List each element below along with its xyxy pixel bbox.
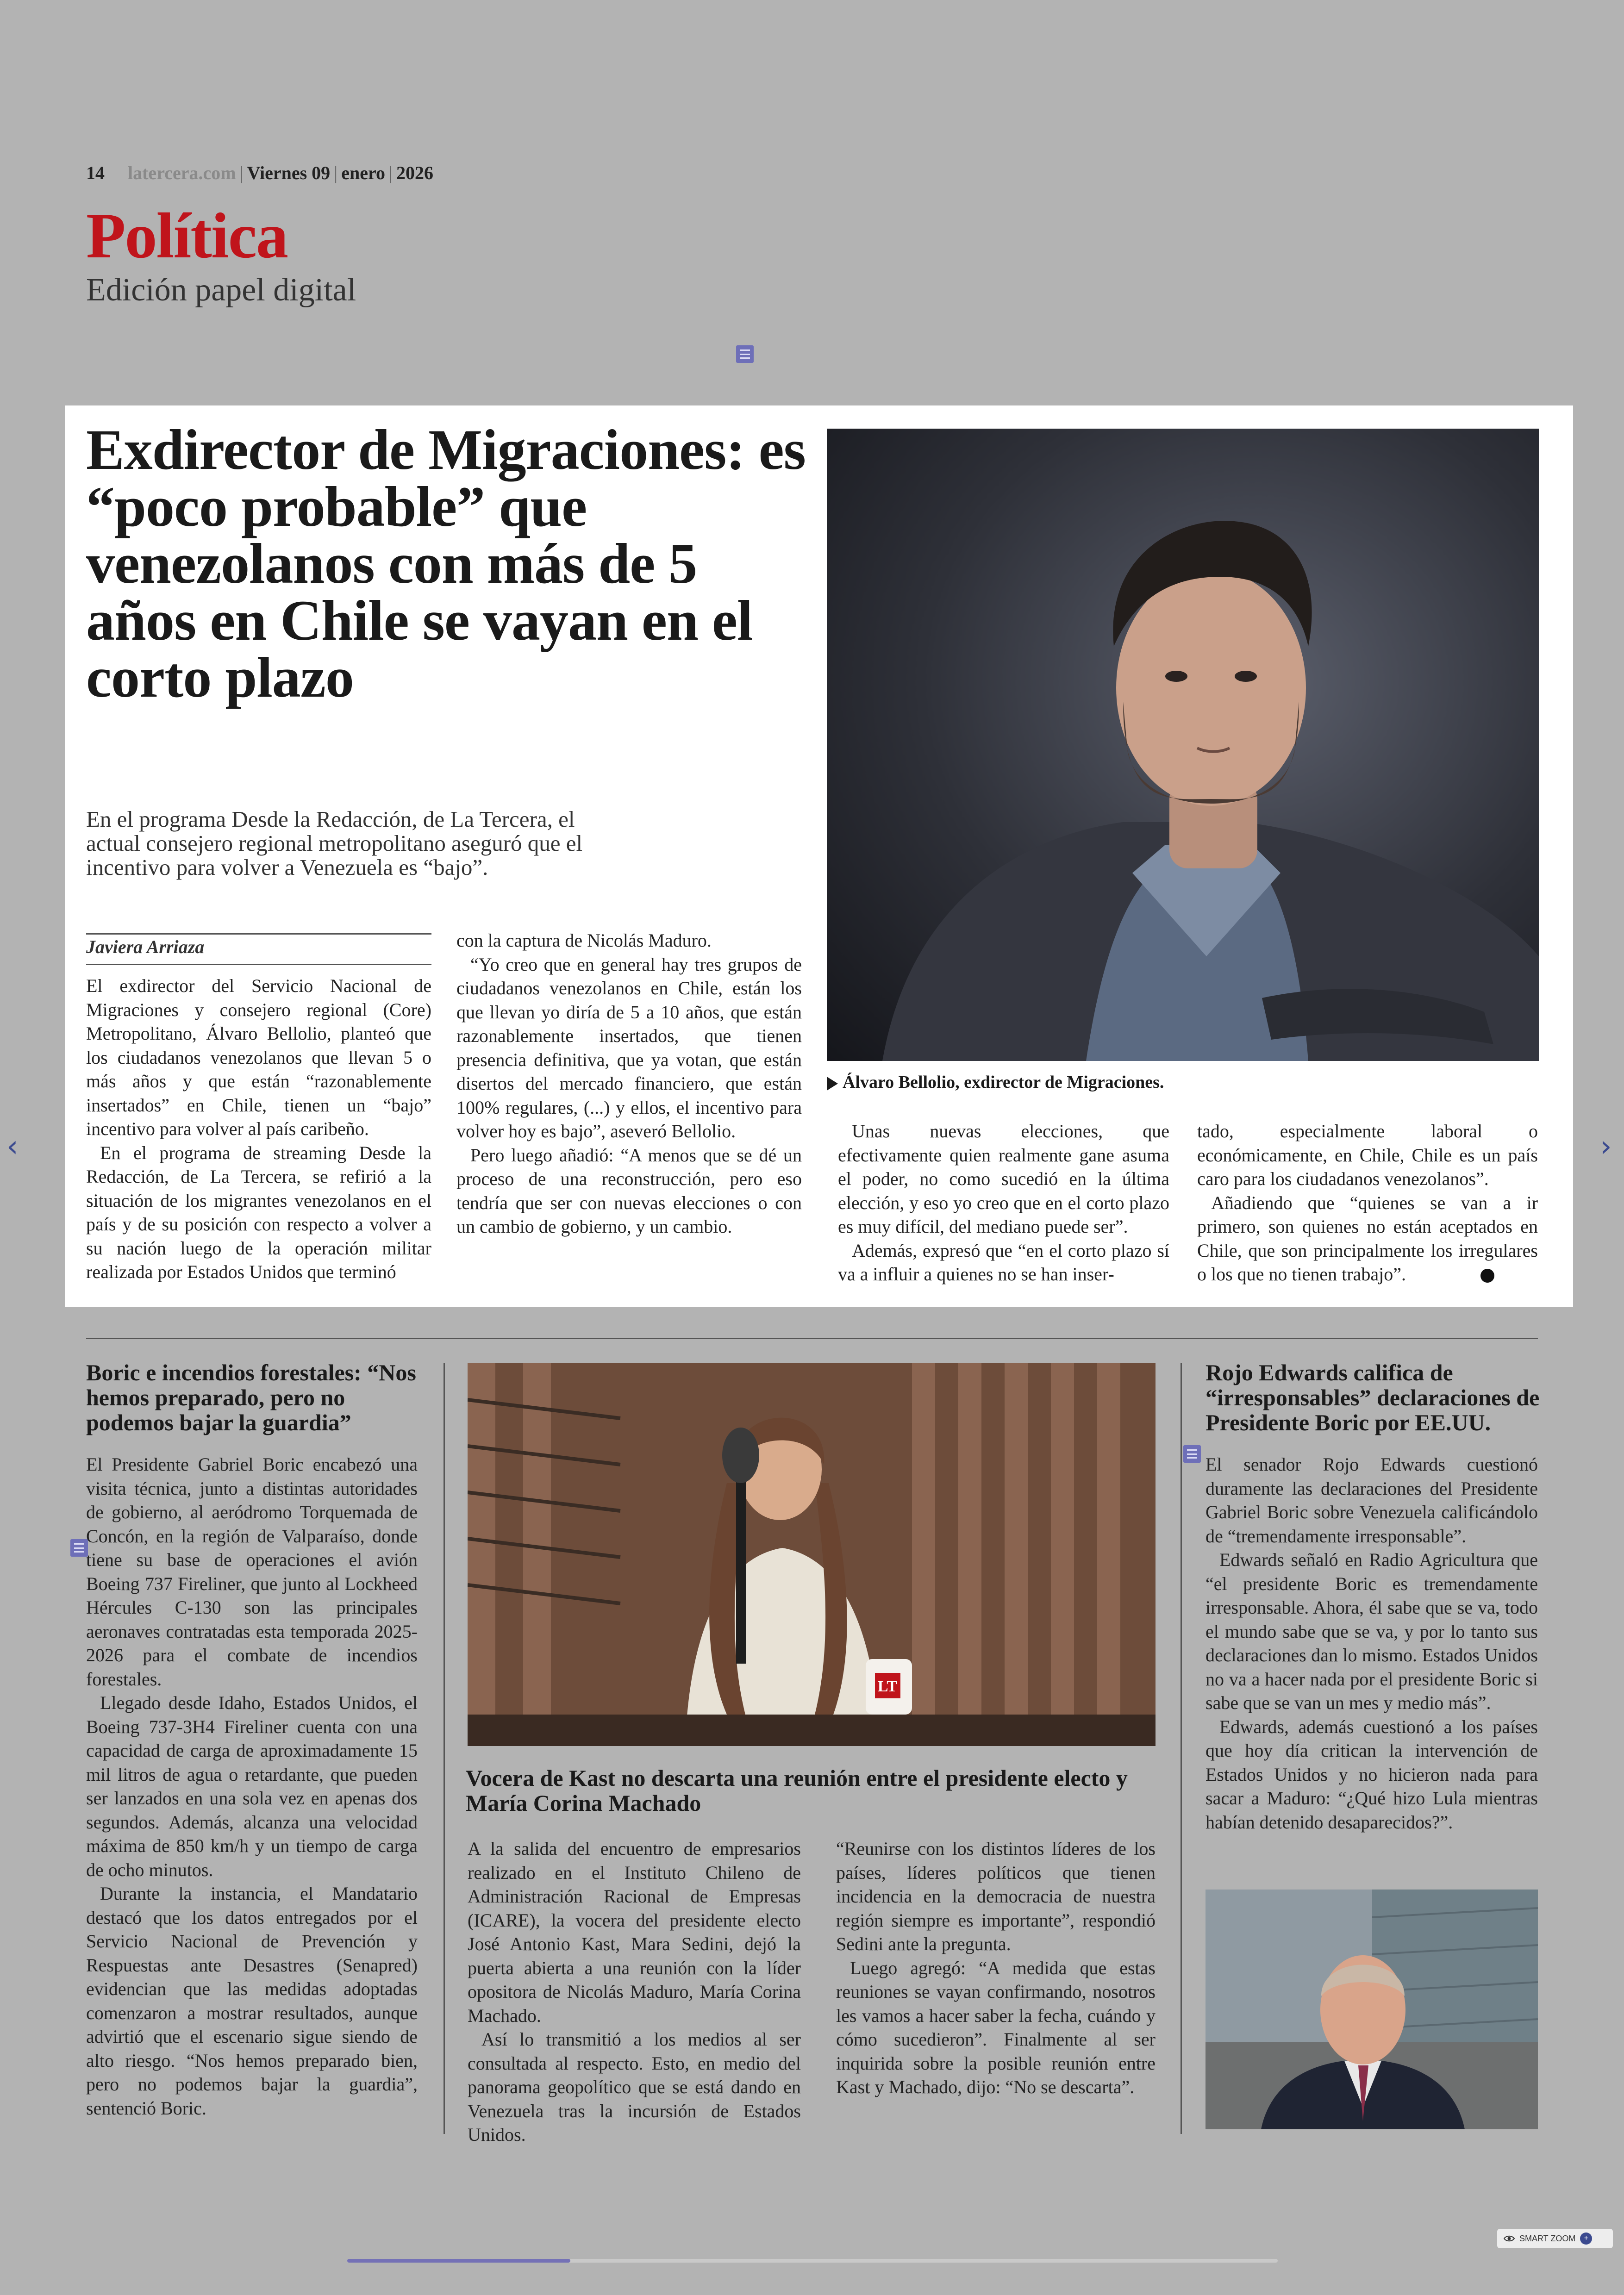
paragraph: Así lo transmitió a los medios al ser consultada al respecto. Esto, en medio del panorama geopolítico que se está dando en Venezuela tras la incursión de Estados Unidos.: [468, 2029, 801, 2145]
zoom-plus-icon: +: [1580, 2233, 1592, 2245]
mug-logo-text: LT: [877, 1678, 898, 1695]
senator-photo: [1206, 1890, 1538, 2129]
paragraph: Edwards señaló en Radio Agricultura que “el presidente Boric es tremendamente irresponsable. Ahora, él sabe que se va, todo el mundo sabe que se va, y por lo tanto sus declaraciones dan lo mismo. Estados Unidos no va a hacer nada por el presidente Boric si sabe que se van un mes y medio más”.: [1206, 1549, 1538, 1713]
portrait-illustration: [827, 429, 1539, 1061]
byline-divider: [86, 964, 431, 965]
note-icon[interactable]: [736, 345, 754, 363]
story-left-title: Boric e incendios forestales: “Nos hemos preparado, pero no podemos bajar la guardia”: [86, 1360, 416, 1435]
chevron-left-icon[interactable]: ‹: [6, 1129, 19, 1164]
eye-icon: [1504, 2235, 1515, 2242]
paragraph: Unas nuevas elecciones, que efectivamente quien realmente gane asuma el poder, no como sucedió en la última elección, y eso yo creo que en el corto plazo es muy difícil, del mediano puede ser”.: [838, 1121, 1169, 1237]
main-headline: Exdirector de Migraciones: es “poco probable” que venezolanos con más de 5 años en Chile se vayan en el corto plazo: [86, 418, 806, 709]
paragraph: A la salida del encuentro de empresarios realizado en el Instituto Chileno de Administración Racional de Empresas (ICARE), la vocera del presidente electo José Antonio Kast, Mara Sedini, dejó la puerta abierta a una reunión con la líder opositora de Nicolás Maduro, María Corina Machado.: [468, 1838, 801, 2026]
page-progress-thumb[interactable]: [347, 2259, 570, 2263]
photo-caption: Álvaro Bellolio, exdirector de Migraciones.: [827, 1072, 1164, 1092]
paragraph: El senador Rojo Edwards cuestionó duramente las declaraciones del Presidente Gabriel Boric sobre Venezuela calificándolo de “tremendamente irresponsable”.: [1206, 1454, 1538, 1547]
main-column-4: [1197, 1119, 1538, 1286]
paragraph: tado, especialmente laboral o económicamente, en Chile, Chile es un país caro para los ciudadanos venezolanos”.: [1197, 1121, 1538, 1189]
chevron-right-icon[interactable]: ›: [1600, 1129, 1612, 1164]
column-divider: [1181, 1363, 1182, 2134]
main-lede: En el programa Desde la Redacción, de La Tercera, el actual consejero regional metropolitano aseguró que el incentivo para volver a Venezuela es “bajo”.: [86, 806, 583, 880]
main-column-3: [838, 1119, 1169, 1286]
site-name: latercera.com: [128, 162, 236, 183]
studio-illustration: [468, 1363, 1156, 1746]
spokesperson-photo: [468, 1363, 1156, 1746]
caption-arrow-icon: [827, 1077, 838, 1091]
date-year: 2026: [396, 162, 433, 183]
smart-zoom-button[interactable]: [1497, 2229, 1613, 2248]
date-month: enero: [341, 162, 385, 183]
end-of-article-icon: [1480, 1269, 1494, 1283]
story-center-title: Vocera de Kast no descarta una reunión entre el presidente electo y María Corina Machado: [466, 1765, 1128, 1816]
page-header: 14 latercera.com | Viernes 09 | enero | 2026: [86, 162, 433, 183]
story-center-column-1: [468, 1837, 801, 2147]
paragraph: “Yo creo que en general hay tres grupos de ciudadanos venezolanos en Chile, están los que llevan yo diría de 5 a 10 años, que están razonablemente insertados, que tienen presencia definitiva, que ya votan, que están disertos del mercado financiero, que están 100% regulares, (...) y ellos, el incentivo para volver hoy es bajo”, aseveró Bellolio.: [456, 954, 802, 1141]
main-column-2: [456, 929, 802, 1239]
paragraph: “Reunirse con los distintos líderes de los países, líderes políticos que tienen incidencia en la democracia de nuestra región siempre es importante”, respondió Sedini ante la pregunta.: [836, 1838, 1156, 1954]
paragraph: Durante la instancia, el Mandatario destacó que los datos entregados por el Servicio Nacional de Prevención y Respuestas ante Desastres (Senapred) evidencian que las medidas adoptadas comenzaron a mostrar resultados, aunque advirtió que el escenario sigue siendo de alto riesgo. “Nos hemos preparado bien, pero no podemos bajar la guardia”, sentenció Boric.: [86, 1883, 418, 2119]
paragraph: En el programa de streaming Desde la Redacción, de La Tercera, se refirió a la situación de los migrantes venezolanos en el país y de su posición con respecto a volver a su nación luego de la operación militar realizada por Estados Unidos que terminó: [86, 1142, 431, 1282]
paragraph: Luego agregó: “A medida que estas reuniones se vayan confirmando, nosotros les vamos a hacer saber la fecha, cuándo y cómo sucedieron”. Finalmente al ser inquirida sobre la posible reunión entre Kast y Machado, dijo: “No se descarta”.: [836, 1957, 1156, 2097]
story-right-body: [1206, 1453, 1538, 1834]
paragraph: Añadiendo que “quienes se van a ir primero, son quienes no están aceptados en Chile, que son principalmente los irregulares o los que no tienen trabajo”.: [1197, 1192, 1538, 1285]
story-left-body: [86, 1453, 418, 2120]
date-day: Viernes 09: [247, 162, 331, 183]
paragraph: El Presidente Gabriel Boric encabezó una visita técnica, junto a distintas autoridades de gobierno, al aeródromo Torquemada de Concón, en la región de Valparaíso, donde tiene su base de operaciones el avión Boeing 737 Fireliner, que junto al Lockheed Hércules C-130 son las principales aeronaves contratadas esta temporada 2025-2026 para el combate de incendios forestales.: [86, 1454, 418, 1690]
byline: Javiera Arriaza: [86, 936, 205, 957]
section-divider: [86, 1338, 1538, 1339]
story-center-column-2: [836, 1837, 1156, 2099]
section-title: Política: [86, 200, 287, 272]
paragraph: Llegado desde Idaho, Estados Unidos, el Boeing 737-3H4 Fireliner cuenta con una capacidad de carga de aproximadamente 15 mil litros de agua o retardante, que pueden ser lanzados en una sola vez en apenas dos segundos. Además, alcanza una velocidad máxima de 850 km/h y un tiempo de carga de ocho minutos.: [86, 1692, 418, 1880]
paragraph: Además, expresó que “en el corto plazo sí va a influir a quienes no se han inser-: [838, 1240, 1169, 1285]
column-divider: [443, 1363, 445, 2134]
page-number: 14: [86, 162, 105, 183]
paragraph: El exdirector del Servicio Nacional de Migraciones y consejero regional (Core) Metropolitano, Álvaro Bellolio, planteó que los ciudadanos venezolanos que llevan 5 o más años y que están “razonablemente insertados” en Chile, tienen un “bajo” incentivo para volver al país caribeño.: [86, 975, 431, 1139]
story-right-title: Rojo Edwards califica de “irresponsables” declaraciones de Presidente Boric por EE.UU.: [1206, 1360, 1540, 1435]
note-icon[interactable]: [70, 1539, 88, 1557]
senator-illustration: [1206, 1890, 1538, 2129]
byline-divider: [86, 933, 431, 935]
note-icon[interactable]: [1183, 1445, 1201, 1463]
paragraph: con la captura de Nicolás Maduro.: [456, 930, 712, 951]
portrait-photo: [827, 429, 1539, 1061]
smart-zoom-label: SMART ZOOM: [1519, 2233, 1576, 2243]
edition-label: Edición papel digital: [86, 272, 356, 308]
main-column-1: [86, 974, 431, 1284]
paragraph: Edwards, además cuestionó a los países que hoy día critican la intervención de Estados Unidos y no hicieron nada para sacar a Maduro: “¿Qué hizo Lula mientras habían detenido desaparecidos?”.: [1206, 1716, 1538, 1833]
paragraph: Pero luego añadió: “A menos que se dé un proceso de una reconstrucción, pero eso tendría que ser con nuevas elecciones o con un cambio de gobierno, y un cambio.: [456, 1144, 802, 1237]
